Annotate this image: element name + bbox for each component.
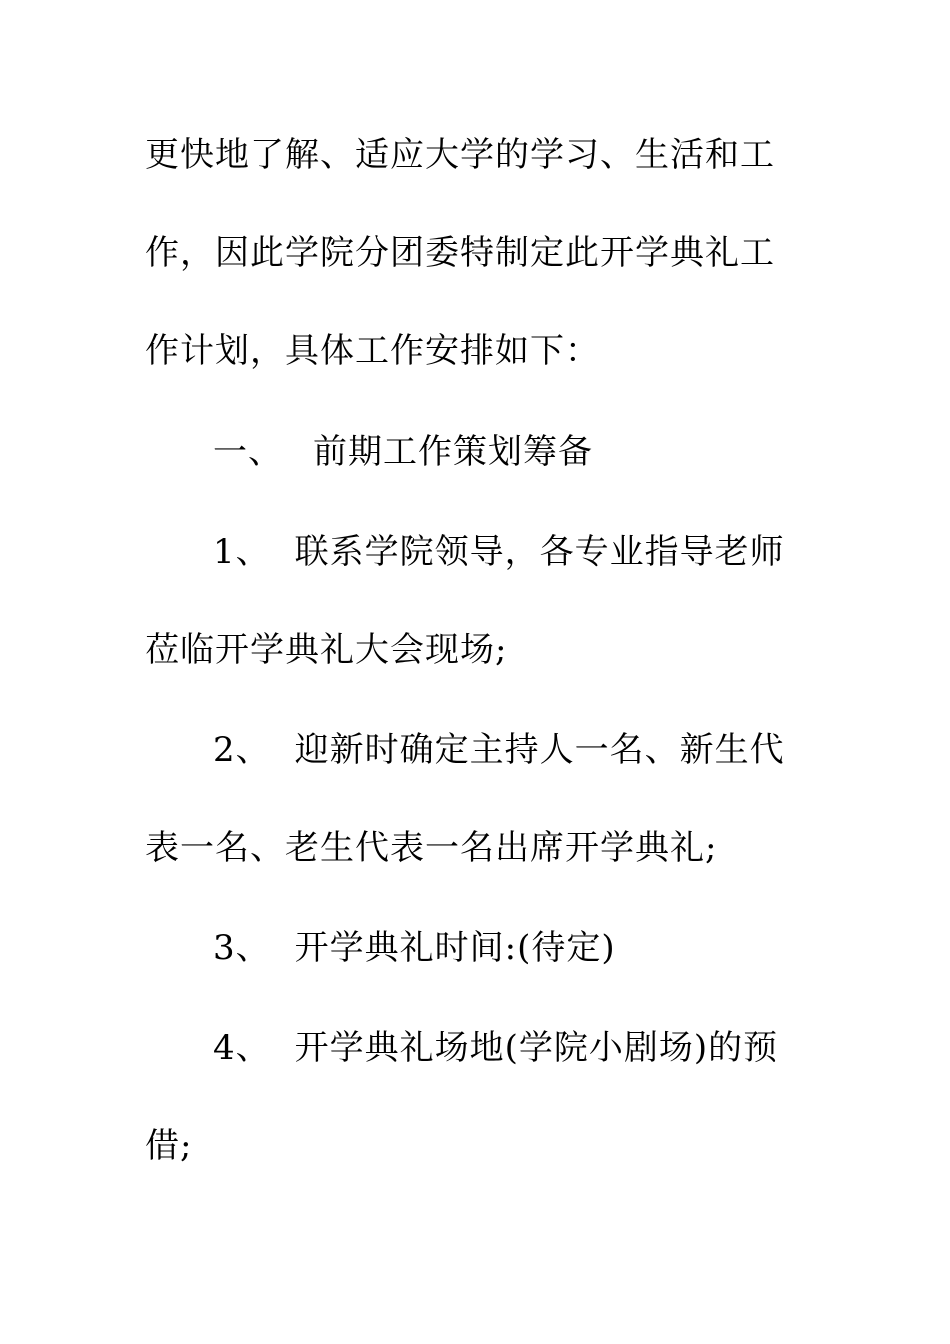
list-item-4-continuation: 借; [145,1126,193,1166]
item-text: 开学典礼场地(学院小剧场)的预 [294,1028,779,1068]
list-item-4 [213,1028,778,1068]
paragraph-line-2: 作，因此学院分团委特制定此开学典礼工 [145,233,775,273]
list-item-2-continuation: 表一名、老生代表一名出席开学典礼; [145,828,718,868]
item-text: 开学典礼时间:(待定) [294,928,616,968]
item-text: 联系学院领导，各专业指导老师 [294,532,785,572]
list-item-2 [213,730,785,770]
section-title: 前期工作策划筹备 [313,432,593,472]
section-number: 一、 [213,432,283,472]
item-number: 1、 [213,532,271,572]
item-number: 2、 [213,730,271,770]
list-item-1 [213,532,785,572]
section-heading-1 [213,432,593,472]
item-text: 迎新时确定主持人一名、新生代 [294,730,785,770]
paragraph-line-1: 更快地了解、适应大学的学习、生活和工 [145,135,775,175]
paragraph-line-3: 作计划，具体工作安排如下： [145,331,600,371]
list-item-1-continuation: 莅临开学典礼大会现场; [145,630,508,670]
list-item-3 [213,928,616,968]
item-number: 3、 [213,928,271,968]
item-number: 4、 [213,1028,271,1068]
